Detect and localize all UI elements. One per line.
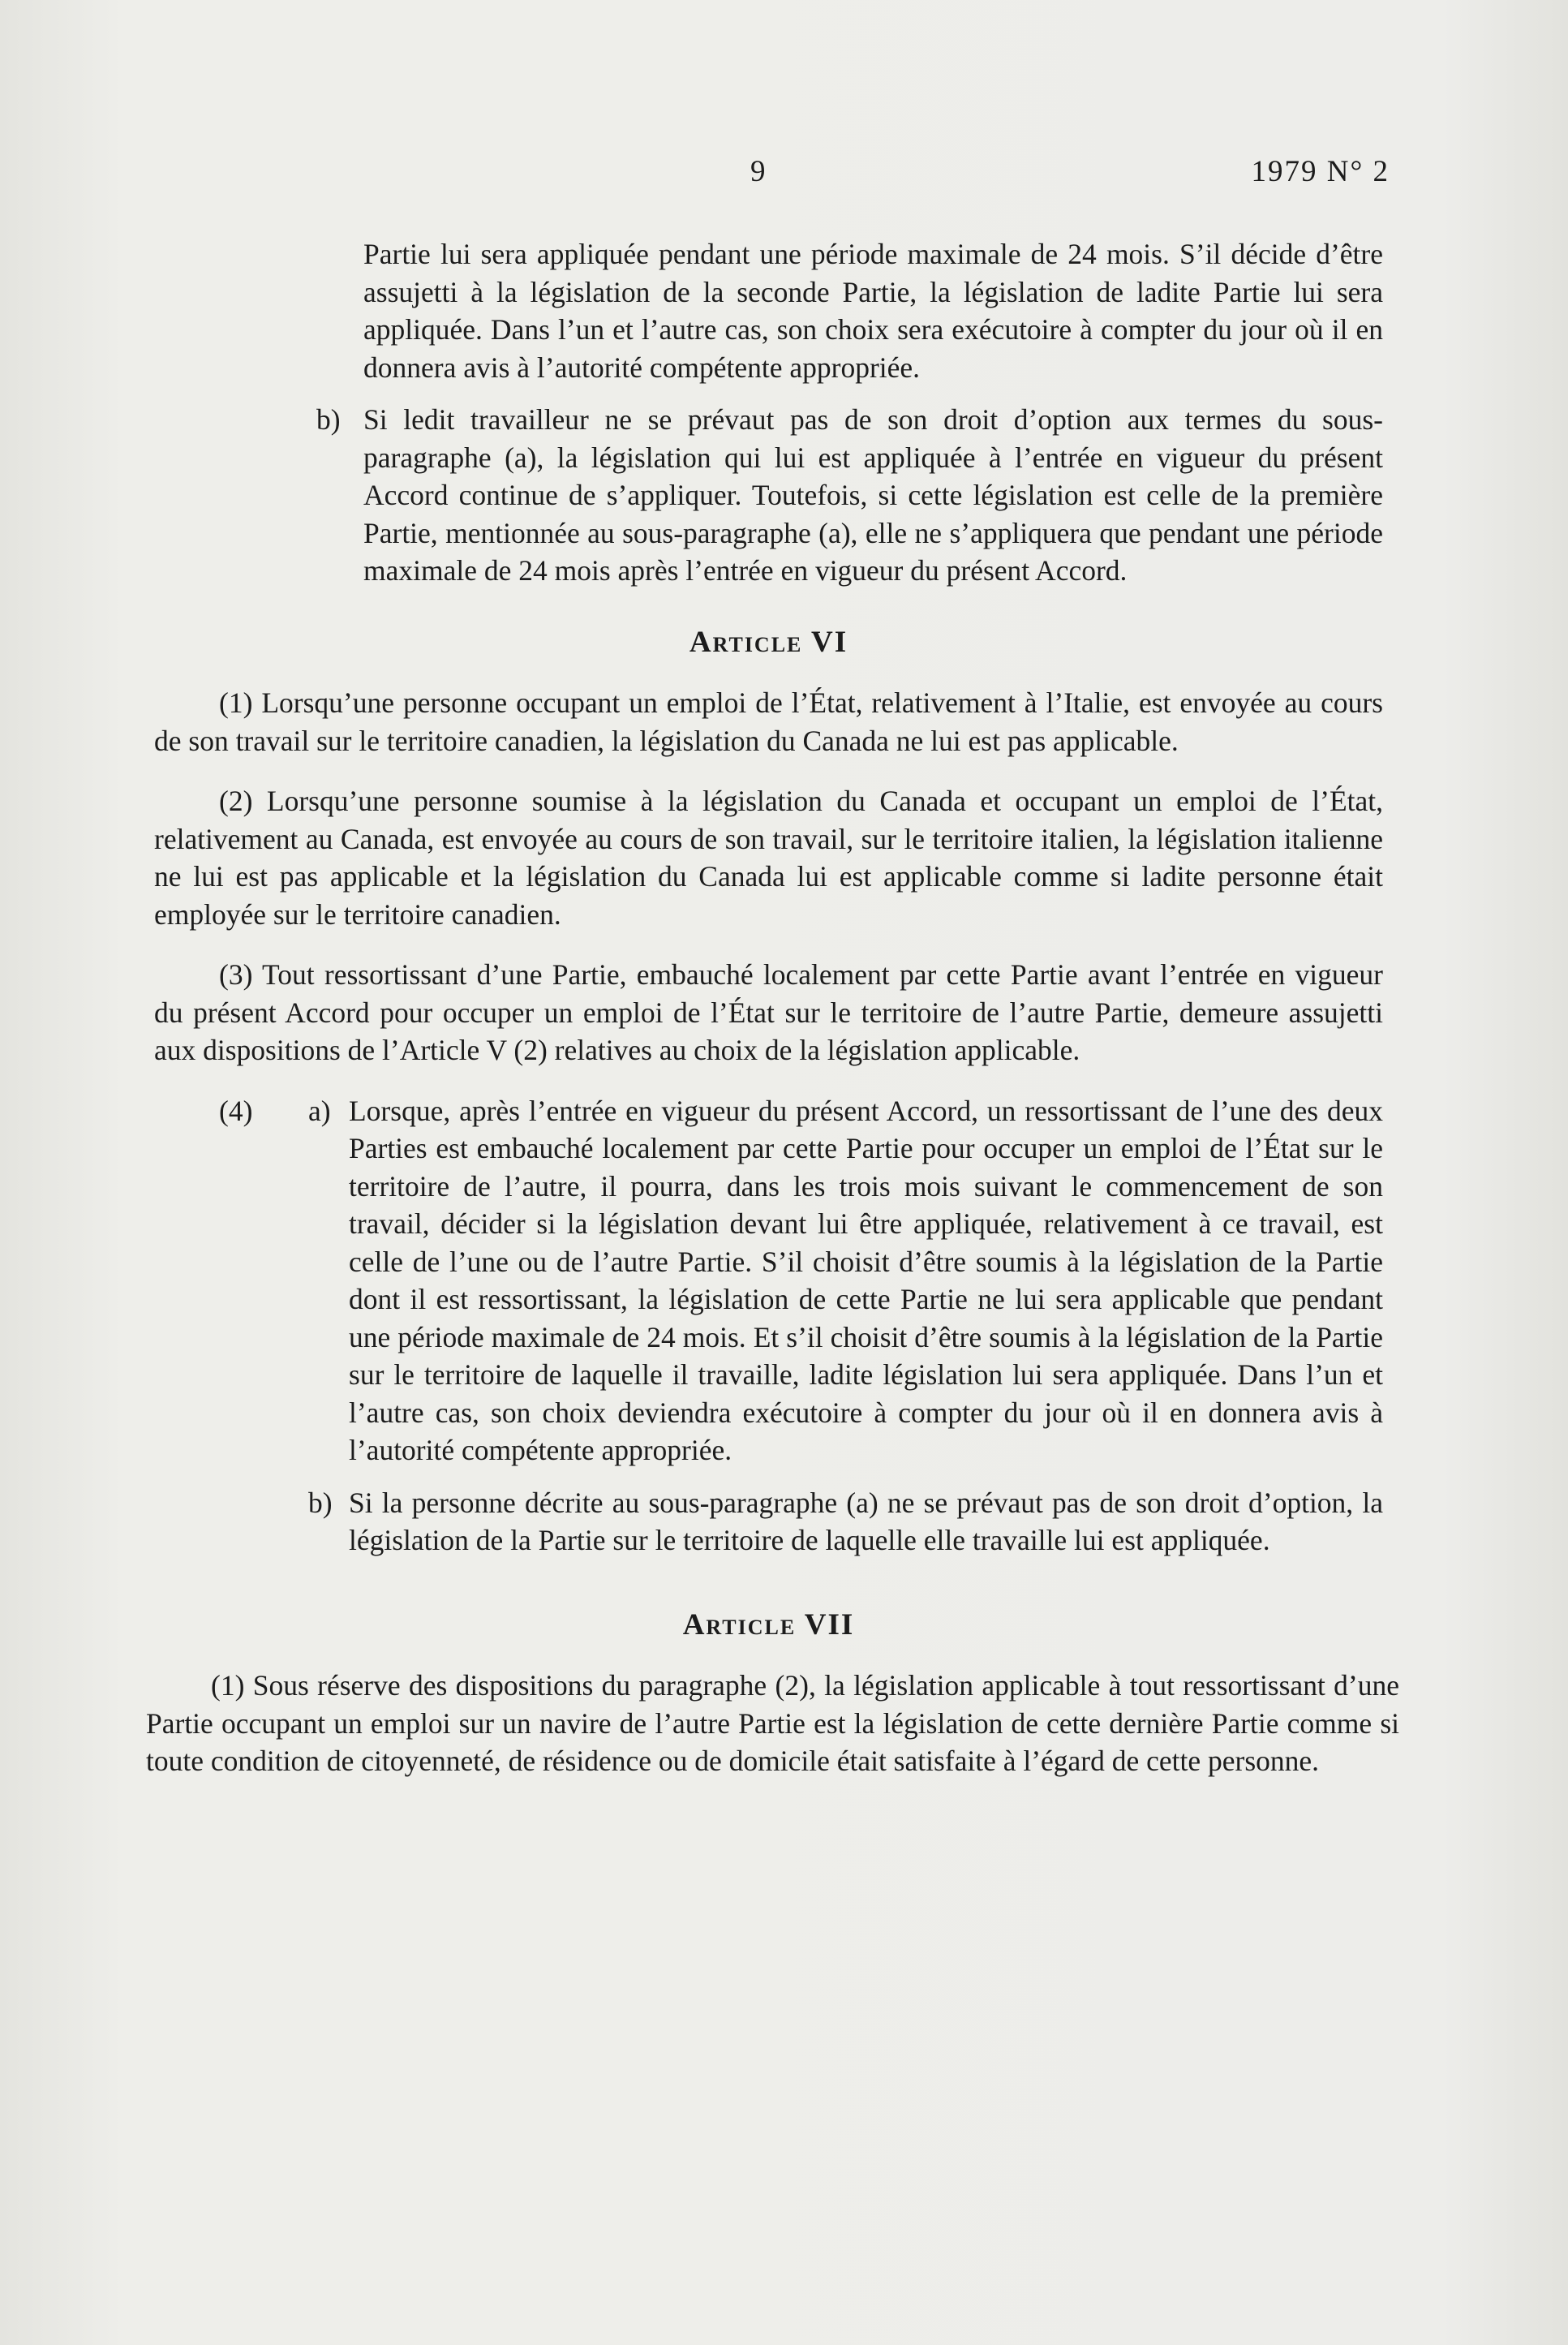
paragraph-number: (4): [219, 1094, 253, 1127]
subparagraph-text: Si ledit travailleur ne se prévaut pas de son droit d’option aux termes du sous-paragraphe (a), la législation qui lui est appliquée à l’entrée en vigueur du présent Accord continue de s’appliquer. Toutefois, si cette législation est celle de la première Partie, mentionnée au sous-paragraphe (a), elle ne s’appliquera que pendant une période maximale de 24 mois après l’entrée en vigueur du présent Accord.: [363, 403, 1383, 587]
continuation-paragraph: Partie lui sera appliquée pendant une période maximale de 24 mois. S’il décide d’être assujetti à la législation de la seconde Partie, la législation de ladite Partie lui sera appliquée. Dans l’un et l’autre cas, son choix sera exécutoire à compter du jour où il en donnera avis à l’autorité compétente appropriée.: [363, 238, 1383, 384]
subparagraph-marker: a): [308, 1094, 331, 1127]
subparagraph-b: [154, 401, 1383, 590]
subparagraph-text: Lorsque, après l’entrée en vigueur du présent Accord, un ressortissant de l’une des deux Parties est embauché localement par cette Partie pour occuper un emploi de l’État sur le territoire de l’autre, il pourra, dans les trois mois suivant le commencement de son travail, décider si la législation devant lui être appliquée, relativement à ce travail, est celle de l’une ou de l’autre Partie. S’il choisit d’être soumis à la législation de la Partie dont il est ressortissant, la législation de cette Partie ne lui sera applicable que pendant une période maximale de 24 mois. Et s’il choisit d’être soumis à la législation de la Partie sur le territoire de laquelle il travaille, ladite législation lui sera appliquée. Dans l’un et l’autre cas, son choix deviendra exécutoire à compter du jour où il en donnera avis à l’autorité compétente appropriée.: [349, 1094, 1383, 1466]
subparagraph-a: [308, 1092, 1383, 1469]
article-vi-paragraph-3: (3) Tout ressortissant d’une Partie, embauché localement par cette Partie avant l’entrée en vigueur du présent Accord pour occuper un emploi de l’État sur le territoire de l’autre Partie, demeure assujetti aux dispositions de l’Article V (2) relatives au choix de la législation applicable.: [154, 958, 1383, 1066]
article-vi-heading: Article VI: [689, 625, 848, 659]
subparagraph-marker: b): [308, 1486, 333, 1519]
subparagraph-text: Si la personne décrite au sous-paragraphe (a) ne se prévaut pas de son droit d’option, la législation de la Partie sur le territoire de laquelle elle travaille lui est appliquée.: [349, 1486, 1383, 1556]
subparagraph-b: [308, 1484, 1383, 1560]
series-number: 1979 N° 2: [1251, 155, 1390, 188]
document-body: [146, 235, 1399, 1780]
article-vii-heading: Article VII: [682, 1607, 855, 1642]
article-vi-paragraph-1: (1) Lorsqu’une personne occupant un emploi de l’État, relativement à l’Italie, est envoyée au cours de son travail sur le territoire canadien, la législation du Canada ne lui est pas applicable.: [154, 686, 1383, 757]
subparagraph-marker: b): [316, 403, 341, 436]
article-vi-paragraph-2: (2) Lorsqu’une personne soumise à la législation du Canada et occupant un emploi de l’État, relativement au Canada, est envoyée au cours de son travail, sur le territoire italien, la législation italienne ne lui est pas applicable et la législation du Canada lui est applicable comme si ladite personne était employée sur le territoire canadien.: [154, 785, 1383, 931]
page-number: 9: [750, 155, 766, 188]
page-header: [0, 153, 1568, 191]
article-vi-paragraph-4: [154, 1092, 1383, 1560]
article-vii-paragraph-1: (1) Sous réserve des dispositions du paragraphe (2), la législation applicable à tout ressortissant d’une Partie occupant un emploi sur un navire de l’autre Partie est la législation de cette dernière Partie comme si toute condition de citoyenneté, de résidence ou de domicile était satisfaite à l’égard de cette personne.: [146, 1669, 1399, 1777]
